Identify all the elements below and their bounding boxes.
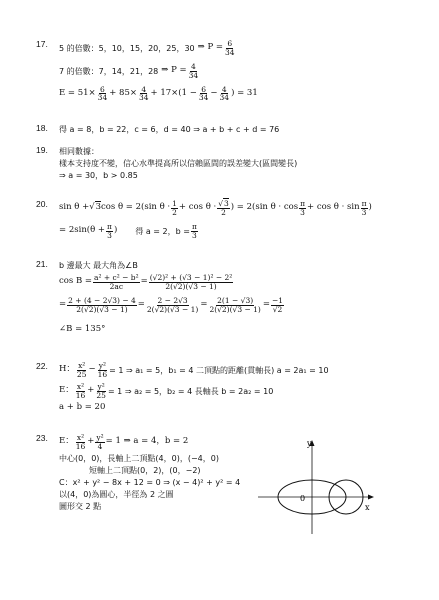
fraction: x² 16 <box>75 381 86 400</box>
text: + <box>87 385 95 396</box>
line-3: = $\frac{2 + (4 - 2√3) - 4}{2(√2)(√3 - 1)}$ = $\frac{2 - 2√3}{2(√2)(√3 - 1)}$ = $\frac{2(1 - √3)}{2(√2)(√3 - 1)}$ = $\frac{-1}{√2}$ <box>59 295 284 314</box>
text: − <box>210 87 218 98</box>
text: = <box>140 276 148 287</box>
problem-number: 19. <box>36 145 48 155</box>
y-axis-label: y <box>307 439 312 448</box>
line-3 <box>59 86 419 103</box>
text: + <box>87 436 95 447</box>
line-3: 短軸上二頂點(0，2)，(0，−2) <box>89 466 201 476</box>
line-3: a + b = 20 <box>59 401 106 412</box>
fraction: $\frac{\pi}{3}$ <box>107 221 112 240</box>
text: 7 的倍數：7，14，21，28 <box>59 66 159 76</box>
fraction: $\frac{\text{y²}}{4}$ <box>96 433 104 451</box>
x-axis-arrow <box>368 495 374 500</box>
fraction: $\frac{2 - 2√3}{2(√2)(√3 - 1)}$ <box>146 295 199 314</box>
problem-body <box>59 40 419 102</box>
problem-number: 22. <box>36 361 48 371</box>
text: ) <box>368 202 372 213</box>
line-1 <box>59 362 419 379</box>
fraction: 1 2 <box>172 199 177 217</box>
line-4: C：x² + y² − 8x + 12 = 0 ⇒ (x − 4)² + y² = 4 <box>59 478 241 488</box>
fraction: $\frac{\text{(√2)² + (√3 − 1)² − 2²}}{2(√2)(√3 - 1)}$ <box>149 273 233 291</box>
text: E： <box>59 436 74 447</box>
line-2: 樣本支持度不變，信心水準提高所以信賴區間的誤差變大(區間變長) <box>59 159 298 169</box>
text: = 1 ⇒ a₂ = 5，b₂ = 4 長軸長 b = 2a₂ = 10 <box>107 386 274 396</box>
fraction: x² 25 <box>76 361 87 379</box>
fraction: $\frac{4}{34}$ <box>219 84 230 103</box>
fraction: $\frac{2 + (4 - 2√3) - 4}{2(√2)(√3 - 1)}$ <box>68 295 136 314</box>
line-2 <box>59 383 419 400</box>
line-2 <box>59 63 419 80</box>
problem-body <box>59 362 419 414</box>
fraction: $\frac{\text{y²}}{25}$ <box>96 381 106 400</box>
problem-number: 21. <box>36 259 48 269</box>
text: ) = 31 <box>231 87 258 98</box>
line-1: 得 a = 8，b = 22，c = 6，d = 40 ⇒ a + b + c + d = 76 <box>59 125 280 135</box>
x-axis-label: x <box>365 503 370 512</box>
text: cos B = <box>59 276 93 287</box>
text: sin θ + <box>59 202 90 213</box>
fraction: $\frac{6}{34}$ <box>225 39 235 57</box>
fraction: $\frac{6}{34}$ <box>97 84 108 103</box>
text: = 2sin(θ + <box>59 225 106 236</box>
text: − <box>88 364 96 375</box>
line-1 <box>59 200 419 217</box>
text: E： <box>59 385 74 396</box>
problem-number: 20. <box>36 199 48 209</box>
problem-number: 18. <box>36 123 48 133</box>
ellipse-circle-graph <box>258 438 374 534</box>
line-1: 相同數據： <box>59 147 99 157</box>
text: + 85× <box>109 87 137 98</box>
fraction: $\frac{\text{y²}}{16}$ <box>97 361 108 379</box>
text: cos θ = 2(sin θ · <box>101 202 171 213</box>
text: E = 51× <box>59 87 96 98</box>
text: ⇒ P = <box>197 42 223 53</box>
problem-number: 17. <box>36 39 48 49</box>
text: ⇒ P = <box>161 65 187 76</box>
fraction: $\frac{\pi}{3}$ <box>191 221 197 240</box>
text: H： <box>59 364 75 375</box>
origin-label: 0 <box>300 494 306 503</box>
text: + cos θ · <box>178 202 217 213</box>
sqrt: √3 <box>89 202 102 213</box>
line-6: 圖形交 2 點 <box>59 502 102 512</box>
fraction: x² 16 <box>75 433 86 451</box>
fraction: $\frac{4}{34}$ <box>138 84 149 103</box>
line-5: 以(4，0)為圓心，半徑為 2 之圓 <box>59 490 174 500</box>
line-3: ⇒ a = 30，b > 0.85 <box>59 171 138 181</box>
fraction: √3 2 <box>218 199 229 217</box>
line-2 <box>59 274 419 291</box>
line-2 <box>59 223 419 240</box>
line-4: ∠B = 135° <box>59 323 106 334</box>
fraction: π 3 <box>300 199 306 217</box>
fraction: $\frac{6}{34}$ <box>198 84 209 103</box>
fraction: π 3 <box>361 199 367 217</box>
line-1: b 邊最大 最大角為∠B <box>59 261 138 271</box>
text: 5 的倍數：5，10，15，20，25，30 <box>59 43 195 53</box>
problem-body <box>59 200 419 240</box>
fraction: $\frac{-1}{√2}$ <box>271 295 284 314</box>
text: 得 a = 2，b = <box>135 226 190 236</box>
text: + 17×(1 − <box>150 87 197 98</box>
problem-body <box>59 124 419 136</box>
line-2: 中心(0，0)，長軸上二頂點(4，0)，(−4，0) <box>59 454 219 464</box>
text: = 1 ⇒ a₁ = 5，b₁ = 4 二頂點的距離(貫軸長) a = 2a₁ = 10 <box>109 365 329 375</box>
problem-body <box>59 260 419 336</box>
text: ) = 2(sin θ · cos <box>230 202 299 213</box>
text: ) <box>113 225 118 236</box>
fraction: $\frac{4}{34}$ <box>188 61 199 80</box>
text: = 1 ⇒ a = 4，b = 2 <box>105 436 189 447</box>
problem-body <box>59 146 419 182</box>
fraction: $\frac{2(1 - √3)}{2(√2)(√3 - 1)}$ <box>209 295 261 314</box>
fraction: $\frac{\text{a² + c² − b²}}{2ac}$ <box>94 273 139 291</box>
problem-number: 23. <box>36 433 48 443</box>
line-1 <box>59 40 419 57</box>
text: + cos θ · sin <box>307 202 360 213</box>
